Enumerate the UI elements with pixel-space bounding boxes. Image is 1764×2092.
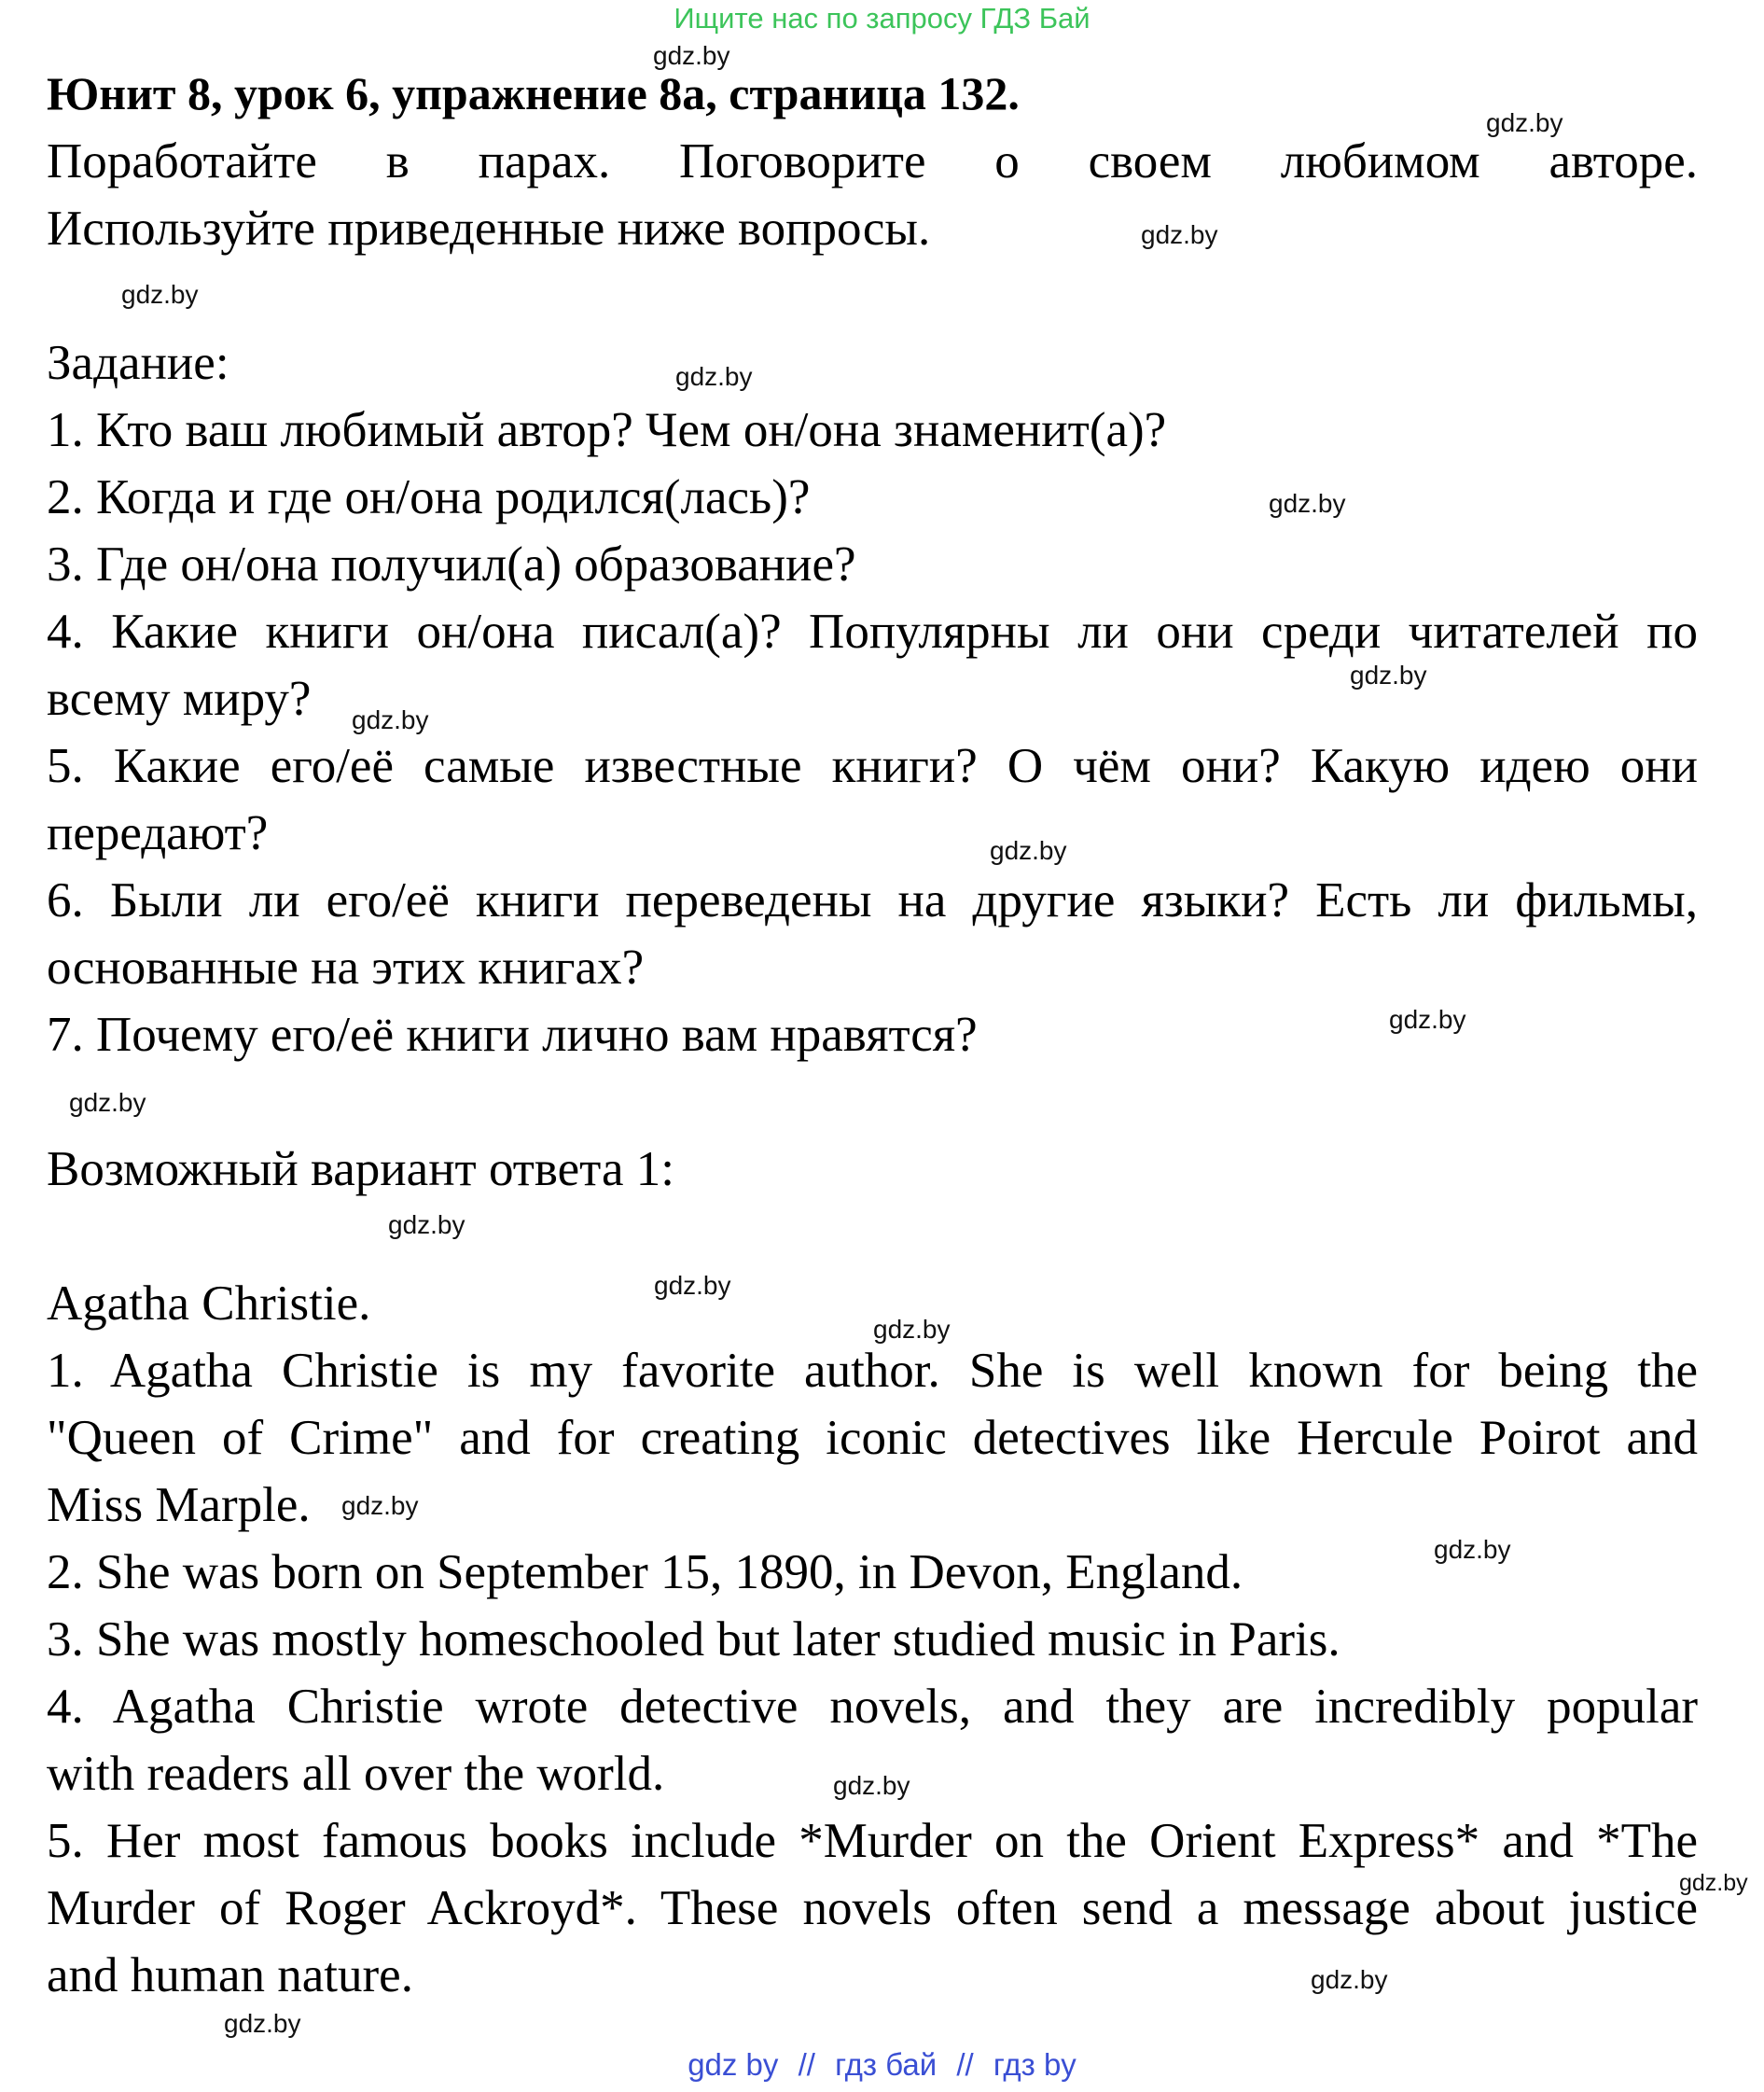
page-title: Юнит 8, урок 6, упражнение 8а, страница 132. (47, 67, 1020, 119)
question-item: основанные на этих книгах? (47, 941, 645, 995)
watermark: gdz.by (341, 1491, 419, 1520)
answer-item: Murder of Roger Ackroyd*. These novels often send a message about justice (47, 1881, 1698, 1935)
watermark: gdz.by (1350, 661, 1427, 690)
watermark: gdz.by (1434, 1535, 1511, 1564)
question-item: 5. Какие его/её самые известные книги? О чём они? Какую идею они (47, 739, 1698, 793)
watermark: gdz.by (873, 1315, 951, 1344)
answer-item: 5. Her most famous books include *Murder on the Orient Express* and *The (47, 1814, 1698, 1868)
question-item: 1. Кто ваш любимый автор? Чем он/она знаменит(а)? (47, 403, 1167, 457)
footer-link[interactable]: гдз by (993, 2047, 1076, 2082)
watermark: gdz.by (990, 836, 1067, 865)
answer-item: with readers all over the world. (47, 1747, 665, 1801)
footer-links (0, 2047, 1764, 2083)
intro-line: Используйте приведенные ниже вопросы. (47, 202, 931, 256)
watermark: gdz.by (833, 1771, 910, 1800)
watermark: gdz.by (1679, 1870, 1748, 1896)
answer-item: "Queen of Crime" and for creating iconic detectives like Hercule Poirot and (47, 1411, 1698, 1465)
answer-item: and human nature. (47, 1948, 413, 2002)
question-item: всему миру? (47, 672, 312, 726)
footer-separator: // (798, 2047, 815, 2082)
answer-item: 1. Agatha Christie is my favorite author. She is well known for being the (47, 1344, 1698, 1398)
watermark: gdz.by (1389, 1005, 1466, 1034)
question-item: 3. Где он/она получил(а) образование? (47, 537, 856, 592)
watermark: gdz.by (1141, 220, 1218, 249)
question-item: 6. Были ли его/её книги переведены на другие языки? Есть ли фильмы, (47, 873, 1698, 927)
watermark: gdz.by (1486, 108, 1563, 137)
question-item: передают? (47, 806, 269, 860)
footer-link[interactable]: гдз бай (835, 2047, 938, 2082)
answer-label: Возможный вариант ответа 1: (47, 1142, 674, 1196)
answer-item: 2. She was born on September 15, 1890, in Devon, England. (47, 1545, 1243, 1599)
footer-separator: // (956, 2047, 974, 2082)
question-item: 4. Какие книги он/она писал(а)? Популярны ли они среди читателей по (47, 605, 1698, 659)
question-item: 2. Когда и где он/она родился(лась)? (47, 470, 811, 524)
top-banner[interactable]: Ищите нас по запросу ГДЗ Бай (674, 2, 1090, 35)
answer-item: 3. She was mostly homeschooled but later studied music in Paris. (47, 1612, 1340, 1667)
watermark: gdz.by (653, 41, 730, 70)
answer-item: Miss Marple. (47, 1478, 311, 1532)
watermark: gdz.by (654, 1271, 731, 1300)
watermark: gdz.by (224, 2009, 301, 2038)
intro-line: Поработайте в парах. Поговорите о своем любимом авторе. (47, 134, 1698, 188)
author-name: Agatha Christie. (47, 1276, 371, 1331)
footer-link[interactable]: gdz by (688, 2047, 779, 2082)
watermark: gdz.by (352, 705, 429, 734)
task-label: Задание: (47, 336, 229, 390)
watermark: gdz.by (121, 280, 199, 309)
watermark: gdz.by (1311, 1965, 1388, 1994)
watermark: gdz.by (388, 1210, 465, 1239)
question-item: 7. Почему его/её книги лично вам нравятся? (47, 1008, 978, 1062)
watermark: gdz.by (69, 1088, 146, 1117)
answer-item: 4. Agatha Christie wrote detective novels, and they are incredibly popular (47, 1680, 1698, 1734)
watermark: gdz.by (1269, 489, 1346, 518)
watermark: gdz.by (675, 362, 753, 391)
